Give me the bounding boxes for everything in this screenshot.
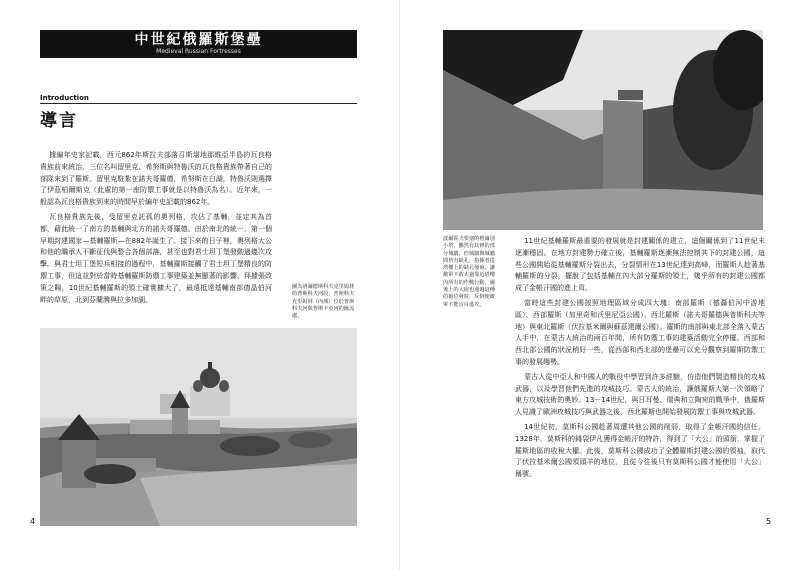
paragraph: 蒙古人從中亞人和中國人的戰役中學習到許多經驗，仿造他們製造精良的攻城武器，以及學習他們先進的攻城技巧。蒙古人的統治，讓俄羅斯人第一次領略了東方攻城技術的奧妙。13－14世紀，與日耳曼、瑞典和立陶宛的戰爭中，俄羅斯人見識了歐洲攻城技巧與武器之後，西北羅斯也開始發展防禦工事與攻城武器。 bbox=[515, 372, 765, 417]
pskov-kremlin-photo bbox=[40, 328, 357, 526]
photo-caption: 波爾霍夫要塞的格爾別小塔，雖然有其修的部分城牆，但城牆與城牆間皆有缺孔，指揮者從塔樓上的缺孔發砲，讓敵軍不敢太過靠近塔樓內所有的作戰行動，爾後上的大砲也通過這種的砲位發射，反倒使敵軍不能盲目進攻。 bbox=[443, 236, 495, 308]
banner-subtitle: Medieval Russian Fortresses bbox=[156, 48, 241, 55]
paragraph: 11世紀基輔羅斯最重要的發展就是封建關係的建立，這個關係到了11世紀末逐漸穩固。在地方封建勢力確立後，基輔羅斯逐漸無法控制其下的封建公國，這些公國開始從基輔羅斯分裂出去，分裂情形在13世紀達到高峰，而羅斯人趁著基輔羅斯的分裂，擺脫了包括基輔在內大部分羅斯的領土，幾乎所有的封建公國都成了金帳汗國的進上貢。 bbox=[515, 237, 765, 293]
right-body-text bbox=[515, 236, 765, 484]
paragraph: 瓦良格貴族先後，受留里克託孤的奧列格，攻佔了基輔，並定其為首都，藉此統一了南方的基輔與北方的諾夫哥羅德。由於南北的統一，第一個早期封建國家—基輔羅斯—在882年誕生了。接下來的日子裡，奧列格大公和他的繼承人不斷征伐與整合各個部落，甚至也對君士坦丁堡發動過幾次攻擊。與君士坦丁堡短兵相接的過程中，基輔羅斯接觸了君士坦丁堡精良的防禦工事，但這並對於當時基輔羅斯防禦工事建築並無顯著的影響。拜據張政策之賜，10世紀基輔羅斯的領土確實擴大了，最遠抵達基輔南部德晶伯河畔的草原，北到芬蘭灣與拉多加湖。 bbox=[40, 212, 272, 304]
section-heading-en: Introduction bbox=[40, 94, 89, 102]
paragraph: 當時這些封建公國按照地理區域分成四大塊：南部羅斯（德聶伯河中游地區）、西部羅斯（加里奇和沃里尼亞公國）、西北羅斯（諾夫哥羅德與普斯科夫等地）與東北羅斯（伏拉基米爾與蘇茲達爾公國）。羅斯的南部與東北部全落入蒙古人手中，在蒙古人統治的兩百年間，所有防禦工事的建築活動完全停擺。西部和西北部公國的狀況稍好一些，從西部和西北部的堡壘可以充分觀察到羅斯防禦工事的發展趨勢。 bbox=[515, 298, 765, 366]
paragraph: 14世紀初，莫斯科公國趁著周遭其他公國的削弱，取得了金帳汗國的信任。1328年，莫斯科的錢袋伊凡獲得金帳汗的特許，得到了「大公」的頭銜，掌握了羅斯地區的收稅大權。此後，莫斯科公國成功了全體羅斯封建公國的領袖，取代了伏拉基米爾公國領頭羊的地位，且從今往後只有莫斯科公國才能使用「大公」稱號。 bbox=[515, 422, 765, 479]
section-divider bbox=[40, 103, 357, 104]
banner-title: 中世紀俄羅斯堡壘 bbox=[134, 32, 263, 48]
photo-caption: 圖為洛爾德斯科夫克里姆林的普斯科夫河段，普斯科夫克里姆林（內城）位於普斯科夫河與普斯卡亞河的匯流處。 bbox=[292, 284, 355, 320]
left-body-text bbox=[40, 150, 272, 309]
section-heading-zh: 導言 bbox=[40, 111, 78, 131]
page-number: 5 bbox=[766, 517, 772, 526]
paragraph: 據編年史家記載，西元862年斯拉夫部落召斯堪地那維亞半島的瓦良格貴族前來統治，三位名叫留里克、希努斯與特魯沃的瓦良格貴族帶著自己的部隊來到了羅斯。留里克駐紮在諾夫哥羅德，希努斯在白湖，特魯沃則選擇了伊茲柏爾斯克（此處的第一座防禦工事就是以特魯沃為名）。近年來，一般認為瓦良格貴族到來的時間早於編年史記載的862年。 bbox=[40, 151, 272, 207]
porkhov-fortress-photo bbox=[443, 30, 763, 230]
page-number: 4 bbox=[30, 517, 36, 526]
title-banner bbox=[40, 30, 357, 58]
